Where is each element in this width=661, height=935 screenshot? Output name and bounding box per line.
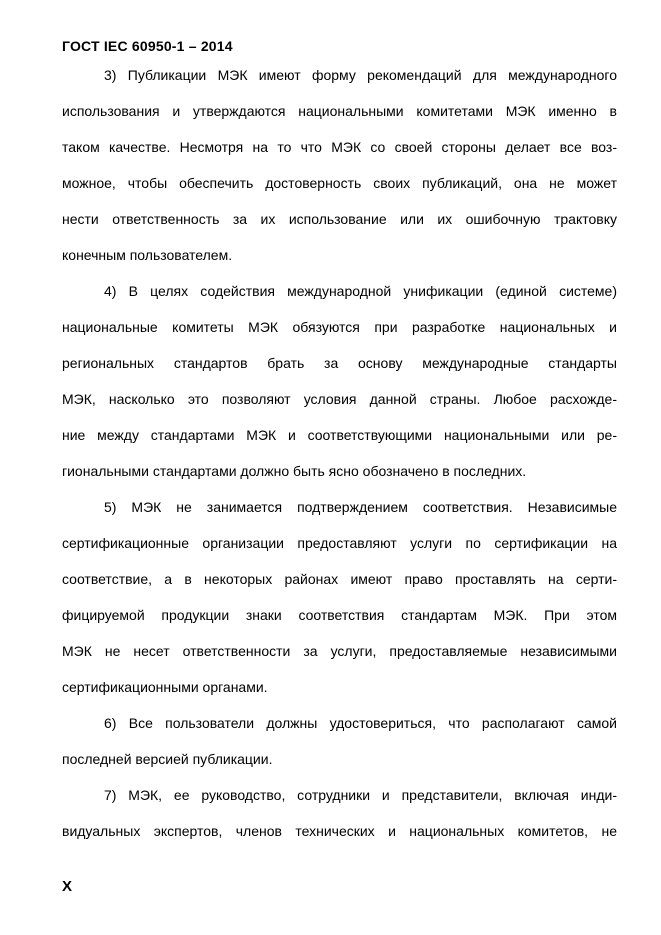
text-line: можное, чтобы обеспечить достоверность своих публикаций, она не может (62, 175, 617, 191)
text-line: нести ответственность за их использование или их ошибочную трактовку (62, 211, 617, 227)
paragraph-3 (62, 57, 617, 273)
text-line: МЭК, насколько это позволяют условия данной страны. Любое расхожде- (62, 391, 617, 407)
paragraph-4 (62, 273, 617, 489)
text-line: сертификационные организации предоставляют услуги по сертификации на (62, 535, 617, 551)
paragraph-6 (62, 705, 617, 777)
text-line: региональных стандартов брать за основу международные стандарты (62, 355, 617, 371)
document-body (62, 57, 617, 849)
text-line: последней версией публикации. (62, 751, 273, 767)
text-line: видуальных экспертов, членов технических и национальных комитетов, не (62, 823, 617, 839)
paragraph-5 (62, 489, 617, 705)
text-line: фицируемой продукции знаки соответствия стандартам МЭК. При этом (62, 607, 617, 623)
text-line: гиональными стандартами должно быть ясно обозначено в последних. (62, 463, 527, 479)
page-number: X (62, 878, 73, 895)
text-line: ние между стандартами МЭК и соответствующими национальными или ре- (62, 427, 617, 443)
text-line: соответствие, а в некоторых районах имеют право проставлять на серти- (62, 571, 617, 587)
text-line: 4) В целях содействия международной унификации (единой системе) (104, 283, 617, 299)
text-line: использования и утверждаются национальными комитетами МЭК именно в (62, 103, 617, 119)
text-line: сертификационными органами. (62, 679, 268, 695)
paragraph-7 (62, 777, 617, 849)
text-line: национальные комитеты МЭК обязуются при разработке национальных и (62, 319, 617, 335)
text-line: МЭК не несет ответственности за услуги, предоставляемые независимыми (62, 643, 617, 659)
text-line: 3) Публикации МЭК имеют форму рекомендаций для международного (104, 67, 617, 83)
text-line: конечным пользователем. (62, 247, 233, 263)
text-line: 5) МЭК не занимается подтверждением соответствия. Независимые (104, 499, 617, 515)
text-line: 7) МЭК, ее руководство, сотрудники и представители, включая инди- (104, 787, 617, 803)
document-header: ГОСТ IEC 60950-1 – 2014 (62, 38, 233, 54)
text-line: 6) Все пользователи должны удостовериться, что располагают самой (104, 715, 617, 731)
text-line: таком качестве. Несмотря на то что МЭК со своей стороны делает все воз- (62, 139, 617, 155)
